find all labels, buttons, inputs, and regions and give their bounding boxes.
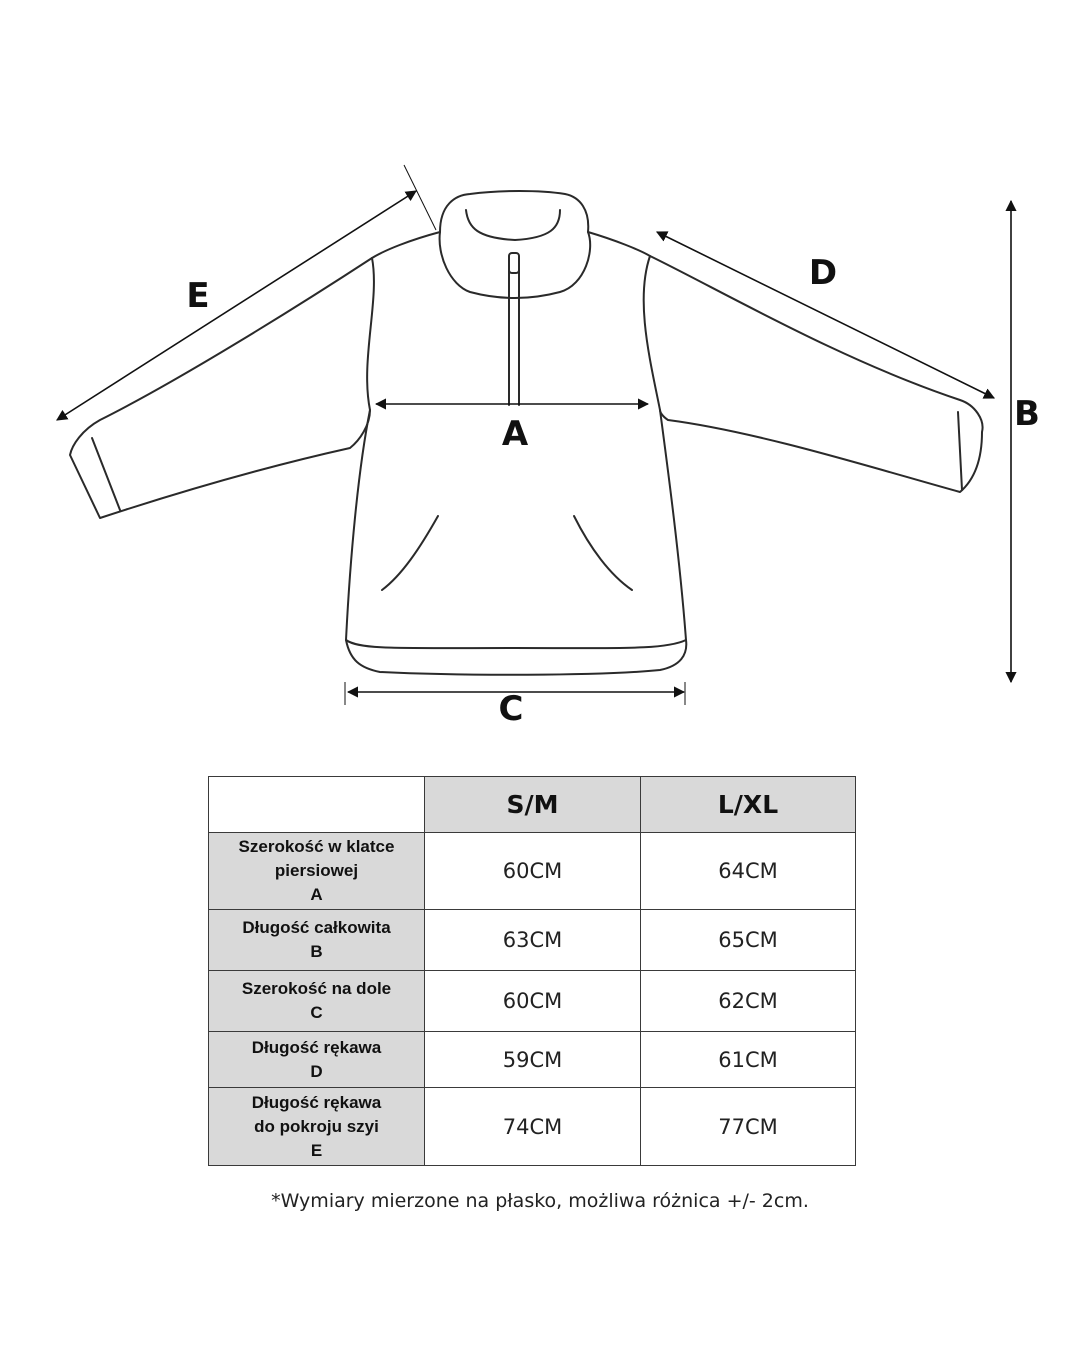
dim-label-e: E bbox=[186, 276, 210, 316]
row-label-line: Długość rękawa bbox=[251, 1037, 382, 1057]
table-header-row bbox=[209, 777, 856, 833]
measurement-footnote: *Wymiary mierzone na płasko, możliwa różnica +/- 2cm. bbox=[271, 1190, 809, 1212]
value-cell-lxl: 62CM bbox=[641, 971, 856, 1032]
row-label-line: Długość całkowita bbox=[242, 918, 391, 937]
row-label-line: Szerokość na dole bbox=[241, 979, 392, 998]
cuff-right bbox=[958, 412, 962, 490]
value-cell-sm: 74CM bbox=[425, 1088, 641, 1166]
sleeve-right bbox=[588, 232, 983, 492]
row-label-line: C bbox=[310, 1003, 323, 1022]
table-row bbox=[209, 910, 856, 971]
value-cell-lxl: 61CM bbox=[641, 1032, 856, 1088]
size-header-sm: S/M bbox=[425, 777, 641, 833]
value-cell-lxl: 77CM bbox=[641, 1088, 856, 1166]
size-header-lxl: L/XL bbox=[641, 777, 856, 833]
row-label-line: Szerokość w klatce bbox=[238, 837, 395, 856]
row-label-chest-width bbox=[209, 833, 425, 910]
dim-label-b: B bbox=[1014, 394, 1040, 434]
value-cell-sm: 63CM bbox=[425, 910, 641, 971]
hem-band bbox=[346, 640, 686, 648]
row-label-line: D bbox=[310, 1061, 323, 1081]
pocket-left bbox=[382, 516, 438, 590]
row-label-sleeve-length bbox=[209, 1032, 425, 1088]
value-cell-lxl: 64CM bbox=[641, 833, 856, 910]
collar-outline bbox=[440, 191, 591, 298]
row-label-line: B bbox=[310, 942, 323, 961]
value-cell-sm: 60CM bbox=[425, 971, 641, 1032]
dim-label-a: A bbox=[501, 414, 529, 454]
zipper bbox=[509, 258, 519, 405]
dim-label-c: C bbox=[498, 689, 524, 729]
value-cell-sm: 60CM bbox=[425, 833, 641, 910]
zipper-pull bbox=[509, 253, 519, 273]
body-outline bbox=[346, 256, 686, 675]
cuff-left bbox=[92, 438, 120, 510]
table-row bbox=[209, 1088, 856, 1166]
value-cell-lxl: 65CM bbox=[641, 910, 856, 971]
dim-label-d: D bbox=[808, 253, 838, 293]
row-label-line: Długość rękawa bbox=[251, 1092, 382, 1112]
table-corner-cell bbox=[209, 777, 425, 833]
table-row bbox=[209, 1032, 856, 1088]
table-row bbox=[209, 833, 856, 910]
pocket-right bbox=[574, 516, 632, 590]
row-label-total-length bbox=[209, 910, 425, 971]
row-label-sleeve-from-neck bbox=[209, 1088, 425, 1166]
size-table bbox=[208, 776, 856, 1166]
row-label-line: A bbox=[310, 885, 323, 904]
row-label-bottom-width bbox=[209, 971, 425, 1032]
value-cell-sm: 59CM bbox=[425, 1032, 641, 1088]
row-label-line: piersiowej bbox=[274, 861, 359, 880]
dim-tick-e bbox=[404, 165, 436, 230]
collar-inner bbox=[466, 210, 560, 240]
row-label-line: E bbox=[310, 1140, 323, 1160]
dim-line-e bbox=[57, 191, 416, 420]
table-row bbox=[209, 971, 856, 1032]
row-label-line: do pokroju szyi bbox=[254, 1116, 379, 1136]
sleeve-left bbox=[70, 232, 440, 518]
